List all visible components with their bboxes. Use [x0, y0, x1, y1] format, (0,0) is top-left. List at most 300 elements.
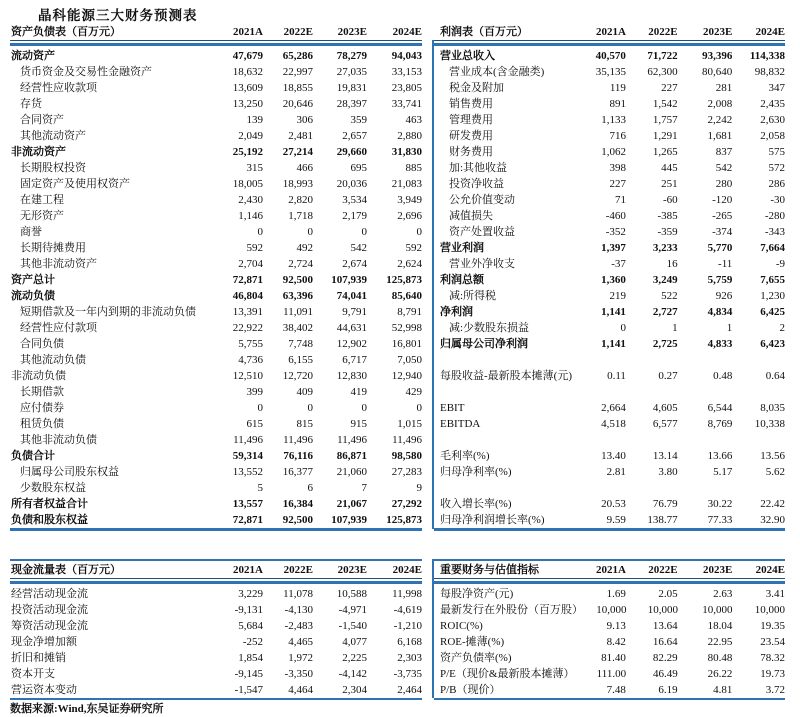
table-row: [10, 208, 422, 224]
cell-value: 2,880: [397, 130, 422, 142]
cell-value: 1,015: [397, 418, 422, 430]
cell-value: 10,000: [702, 603, 733, 616]
cell-value: 0: [257, 226, 263, 238]
cell-value: 4,465: [288, 635, 313, 648]
cell-value: 0: [361, 226, 367, 238]
cell-value: 7,748: [288, 338, 313, 350]
table-row: [10, 618, 422, 634]
cell-value: 16.64: [652, 635, 678, 648]
cell-value: 466: [296, 162, 313, 174]
row-label: 资本开支: [11, 667, 55, 680]
cell-value: [574, 432, 626, 448]
cell-value: 315: [246, 162, 263, 174]
cell-value: 33,153: [391, 66, 422, 78]
cell-value: 72,871: [232, 274, 263, 286]
cell-value: 71: [614, 194, 626, 206]
cell-value: 46.49: [652, 667, 678, 680]
column-header: 2024E: [392, 563, 422, 576]
row-label: 其他流动负债: [20, 354, 86, 366]
row-label: 投资净收益: [449, 178, 504, 190]
table-title: 利润表（百万元）: [440, 26, 528, 38]
cell-value: 18,005: [232, 178, 263, 190]
cell-value: 9.59: [606, 514, 626, 526]
cell-value: 26.22: [707, 667, 733, 680]
cell-value: 2,664: [601, 402, 626, 414]
cell-value: [678, 432, 733, 448]
header-double-rule: [434, 40, 785, 48]
cell-value: 11,496: [392, 434, 422, 446]
cell-value: 2,727: [652, 306, 678, 318]
cell-value: 78,279: [336, 50, 367, 62]
table-row: [10, 112, 422, 128]
cell-value: 1,360: [601, 274, 626, 286]
cell-value: 5.17: [713, 466, 733, 478]
column-header: 2024E: [755, 563, 785, 576]
cell-value: 13.64: [652, 619, 678, 632]
row-label: P/E（现价&最新股本摊薄）: [440, 667, 575, 680]
table-bottom-rule: [434, 698, 785, 701]
cell-value: 94,043: [391, 50, 422, 62]
cell-value: 6.19: [658, 683, 678, 696]
cell-value: 815: [296, 418, 313, 430]
cell-value: 22.95: [707, 635, 733, 648]
cell-value: 22,997: [282, 66, 313, 78]
cell-value: 2,704: [238, 258, 263, 270]
cell-value: 81.40: [601, 651, 626, 664]
cell-value: 11,496: [233, 434, 263, 446]
cell-value: -4,142: [338, 667, 367, 680]
cell-value: [732, 352, 785, 368]
cell-value: 542: [715, 162, 733, 174]
table-header-row: [10, 562, 422, 578]
cell-value: 1,141: [601, 306, 626, 318]
table-row: [434, 288, 785, 304]
table-row: [434, 400, 785, 416]
cell-value: 18.04: [707, 619, 733, 632]
cell-value: 11,496: [283, 434, 313, 446]
table-row: [10, 144, 422, 160]
row-label: 营业成本(含金融类): [449, 66, 545, 78]
cell-value: 80.48: [707, 651, 733, 664]
cell-value: 11,078: [283, 587, 313, 600]
cell-value: 0.64: [765, 370, 785, 382]
cell-value: 16: [666, 258, 678, 270]
table-header-row: [434, 562, 785, 578]
row-label: 投资活动现金流: [11, 603, 88, 616]
table-row: [434, 304, 785, 320]
table-row: [434, 432, 785, 448]
cell-value: 592: [405, 242, 422, 254]
header-double-rule: [10, 578, 422, 586]
column-header: 2022E: [283, 563, 313, 576]
cell-value: 3.72: [765, 683, 785, 696]
table-row: [10, 480, 422, 496]
cell-value: 72,871: [232, 514, 263, 526]
row-label: 资产总计: [11, 274, 55, 286]
cell-value: 2,049: [238, 130, 263, 142]
cell-value: 107,939: [331, 514, 367, 526]
cell-value: -1,540: [338, 619, 367, 632]
cell-value: 12,720: [282, 370, 313, 382]
cell-value: 9: [416, 482, 422, 494]
column-header: 2021A: [595, 26, 626, 38]
cell-value: 11,496: [337, 434, 367, 446]
row-label: 加:其他收益: [449, 162, 508, 174]
cell-value: -1,547: [234, 683, 263, 696]
row-label: 长期待摊费用: [20, 242, 86, 254]
cell-value: [732, 384, 785, 400]
cell-value: 2.05: [658, 587, 678, 600]
cell-value: 4,518: [601, 418, 626, 430]
table-row: [10, 160, 422, 176]
table-row: [10, 320, 422, 336]
cell-value: 837: [715, 146, 733, 158]
cell-value: 575: [768, 146, 785, 158]
cell-value: 98,580: [391, 450, 422, 462]
cell-value: 0: [307, 402, 313, 414]
cell-value: 74,041: [336, 290, 367, 302]
row-label: 应付债券: [20, 402, 64, 414]
table-row: [434, 80, 785, 96]
cell-value: -9,131: [234, 603, 263, 616]
cell-value: 522: [661, 290, 678, 302]
table-row: [10, 192, 422, 208]
table-row: [434, 368, 785, 384]
cell-value: 86,871: [336, 450, 367, 462]
column-header: 2024E: [755, 26, 785, 38]
row-label: 流动资产: [11, 50, 55, 62]
table-row: [10, 224, 422, 240]
row-label: 流动负债: [11, 290, 55, 302]
balance-sheet-table: [10, 24, 422, 531]
row-label: 利润总额: [440, 274, 484, 286]
row-label: 每股收益-最新股本摊薄(元): [440, 370, 572, 382]
cell-value: 11,091: [283, 306, 313, 318]
cell-value: 10,000: [754, 603, 786, 616]
cell-value: 429: [405, 386, 422, 398]
table-row: [10, 650, 422, 666]
cell-value: 80,640: [702, 66, 733, 78]
cell-value: 119: [609, 82, 626, 94]
table-row: [10, 368, 422, 384]
cell-value: -4,130: [284, 603, 313, 616]
cell-value: 12,902: [336, 338, 367, 350]
cell-value: 572: [768, 162, 785, 174]
column-header: 2024E: [392, 26, 422, 38]
cell-value: 2,724: [288, 258, 313, 270]
cell-value: 59,314: [232, 450, 263, 462]
cell-value: 30.22: [707, 498, 733, 510]
cell-value: 8,769: [707, 418, 733, 430]
table-row: [10, 128, 422, 144]
cell-value: 6: [307, 482, 313, 494]
cell-value: 23.54: [760, 635, 785, 648]
cell-value: 281: [715, 82, 733, 94]
cell-value: 13,552: [232, 466, 263, 478]
row-label: 净利润: [440, 306, 473, 318]
cell-value: 20.53: [601, 498, 626, 510]
cell-value: 1,265: [652, 146, 678, 158]
cell-value: 13.66: [707, 450, 733, 462]
cell-value: 111.00: [596, 667, 627, 680]
cell-value: 286: [768, 178, 785, 190]
cell-value: 2,624: [397, 258, 422, 270]
cell-value: 592: [246, 242, 263, 254]
table-row: [434, 224, 785, 240]
table-title: 资产负债表（百万元）: [11, 26, 121, 38]
cell-value: [678, 480, 733, 496]
cell-value: 1,291: [652, 130, 678, 142]
cell-value: [626, 480, 678, 496]
table-bottom-rule: [434, 528, 785, 531]
cell-value: 4,605: [652, 402, 678, 414]
cell-value: 1,718: [288, 210, 313, 222]
row-label: 减:所得税: [449, 290, 497, 302]
cell-value: 3,233: [652, 242, 678, 254]
table-row: [10, 176, 422, 192]
cell-value: 2,725: [652, 338, 678, 350]
cell-value: 2.63: [713, 587, 733, 600]
table-row: [10, 96, 422, 112]
cell-value: -343: [764, 226, 785, 238]
cell-value: 44,631: [336, 322, 367, 334]
cell-value: 463: [405, 114, 422, 126]
cell-value: 13.40: [601, 450, 626, 462]
cell-value: 16,801: [391, 338, 422, 350]
cell-value: -252: [242, 635, 263, 648]
row-label: 营运资本变动: [11, 683, 77, 696]
cell-value: 98,832: [754, 66, 785, 78]
cell-value: 5.62: [765, 466, 785, 478]
column-header: 2021A: [595, 563, 626, 576]
cell-value: 2,008: [707, 98, 733, 110]
cell-value: 885: [405, 162, 422, 174]
cell-value: 125,873: [386, 514, 422, 526]
vertical-divider: [432, 559, 434, 698]
cell-value: -265: [712, 210, 733, 222]
cell-value: 20,036: [336, 178, 367, 190]
cell-value: 21,083: [391, 178, 422, 190]
cell-value: 219: [609, 290, 626, 302]
table-row: [434, 64, 785, 80]
cell-value: 5,770: [707, 242, 733, 254]
row-label: 税金及附加: [449, 82, 504, 94]
column-header: 2022E: [283, 26, 313, 38]
cell-value: 347: [768, 82, 785, 94]
cell-value: 5: [257, 482, 263, 494]
cell-value: 0.48: [713, 370, 733, 382]
cell-value: 0: [620, 322, 626, 334]
row-label: 最新发行在外股份（百万股）: [440, 603, 583, 616]
table-row: [10, 352, 422, 368]
cell-value: 40,570: [595, 50, 626, 62]
cell-value: 1,230: [760, 290, 785, 302]
header-double-rule: [10, 40, 422, 48]
table-row: [10, 240, 422, 256]
row-label: 归属母公司净利润: [440, 338, 528, 350]
vertical-divider: [432, 40, 434, 529]
column-header: 2023E: [702, 26, 733, 38]
table-header-row: [434, 24, 785, 40]
cell-value: 138.77: [647, 514, 678, 526]
row-label: 负债合计: [11, 450, 55, 462]
cell-value: 8,035: [760, 402, 785, 414]
cell-value: 107,939: [331, 274, 367, 286]
cell-value: 7: [361, 482, 367, 494]
table-row: [434, 416, 785, 432]
row-label: 合同负债: [20, 338, 64, 350]
cell-value: 13,557: [232, 498, 263, 510]
table-row: [434, 112, 785, 128]
cell-value: [732, 480, 785, 496]
row-label: 少数股东权益: [20, 482, 86, 494]
row-label: 经营活动现金流: [11, 587, 88, 600]
row-label: 营业外净收支: [449, 258, 515, 270]
row-label: 现金净增加额: [11, 635, 77, 648]
cell-value: 11,998: [392, 587, 422, 600]
row-label: 折旧和摊销: [11, 651, 66, 664]
cell-value: 12,940: [391, 370, 422, 382]
cell-value: -1,210: [393, 619, 422, 632]
cell-value: 10,000: [596, 603, 627, 616]
table-body: [434, 48, 785, 528]
row-label: 负债和股东权益: [11, 514, 88, 526]
table-row: [434, 320, 785, 336]
table-row: [434, 352, 785, 368]
cell-value: 1: [726, 322, 733, 334]
cell-value: [626, 384, 678, 400]
table-row: [10, 272, 422, 288]
table-row: [434, 176, 785, 192]
table-row: [434, 480, 785, 496]
cell-value: 27,035: [336, 66, 367, 78]
table-row: [10, 80, 422, 96]
cell-value: 63,396: [282, 290, 313, 302]
cell-value: 47,679: [232, 50, 263, 62]
cell-value: 409: [296, 386, 313, 398]
cell-value: 7,655: [760, 274, 785, 286]
cell-value: 21,067: [336, 498, 367, 510]
row-label: 减:少数股东损益: [449, 322, 530, 334]
row-label: 收入增长率(%): [440, 498, 512, 510]
cell-value: 2,696: [397, 210, 422, 222]
table-row: [434, 448, 785, 464]
cell-value: 6,577: [652, 418, 678, 430]
cell-value: 27,283: [391, 466, 422, 478]
cell-value: 2,820: [288, 194, 313, 206]
cell-value: 31,830: [391, 146, 422, 158]
cell-value: -4,619: [393, 603, 422, 616]
cell-value: 3,534: [342, 194, 367, 206]
cell-value: 2: [779, 322, 785, 334]
data-source-note: 数据来源:Wind,东吴证券研究所: [10, 703, 164, 715]
cell-value: -60: [662, 194, 678, 206]
cell-value: 114,338: [749, 50, 785, 62]
cell-value: 398: [609, 162, 626, 174]
cell-value: -120: [712, 194, 733, 206]
cell-value: 615: [246, 418, 263, 430]
column-header: 2023E: [337, 26, 367, 38]
cell-value: 8,791: [397, 306, 422, 318]
cell-value: 1,972: [288, 651, 313, 664]
row-label: EBIT: [440, 402, 465, 414]
row-label: 非流动资产: [11, 146, 66, 158]
cell-value: 7.48: [606, 683, 626, 696]
row-label: 归母净利润增长率(%): [440, 514, 545, 526]
cell-value: 306: [296, 114, 313, 126]
cell-value: 227: [609, 178, 626, 190]
table-row: [434, 496, 785, 512]
cell-value: 2,657: [342, 130, 367, 142]
cell-value: 85,640: [391, 290, 422, 302]
cell-value: 1,141: [601, 338, 626, 350]
table-row: [434, 618, 785, 634]
cell-value: 4,736: [238, 354, 263, 366]
cell-value: -9: [775, 258, 785, 270]
row-label: 合同资产: [20, 114, 64, 126]
row-label: 营业总收入: [440, 50, 495, 62]
cell-value: 23,805: [391, 82, 422, 94]
cell-value: 20,646: [282, 98, 313, 110]
cell-value: -3,735: [393, 667, 422, 680]
cell-value: 38,402: [282, 322, 313, 334]
page-title: 晶科能源三大财务预测表: [38, 8, 198, 23]
cell-value: 280: [715, 178, 733, 190]
cell-value: 1.69: [606, 587, 626, 600]
cell-value: 542: [350, 242, 367, 254]
cell-value: 1,397: [601, 242, 626, 254]
cell-value: 27,214: [282, 146, 313, 158]
table-row: [434, 160, 785, 176]
cell-value: -374: [712, 226, 733, 238]
cell-value: 2,674: [342, 258, 367, 270]
row-label: 销售费用: [449, 98, 493, 110]
row-label: [434, 384, 574, 400]
cell-value: -359: [657, 226, 678, 238]
cell-value: 18,855: [282, 82, 313, 94]
cell-value: 93,396: [702, 50, 733, 62]
table-row: [434, 208, 785, 224]
cell-value: 6,717: [342, 354, 367, 366]
cell-value: 25,192: [232, 146, 263, 158]
cell-value: 46,804: [232, 290, 263, 302]
cell-value: 3,249: [652, 274, 678, 286]
cell-value: 16,377: [282, 466, 313, 478]
cell-value: 1,146: [238, 210, 263, 222]
cell-value: 32.90: [760, 514, 785, 526]
cell-value: 82.29: [652, 651, 678, 664]
cell-value: 4.81: [713, 683, 733, 696]
cell-value: [574, 352, 626, 368]
cell-value: 35,135: [595, 66, 626, 78]
row-label: ROE-摊薄(%): [440, 635, 505, 648]
cell-value: 77.33: [707, 514, 733, 526]
cell-value: 2,303: [397, 651, 422, 664]
table-row: [434, 586, 785, 602]
cell-value: 6,544: [707, 402, 733, 414]
table-row: [10, 634, 422, 650]
cell-value: 2,630: [760, 114, 785, 126]
row-label: 筹资活动现金流: [11, 619, 88, 632]
cell-value: 125,873: [386, 274, 422, 286]
cell-value: -2,483: [284, 619, 313, 632]
row-label: 归属母公司股东权益: [20, 466, 119, 478]
row-label: 无形资产: [20, 210, 64, 222]
cell-value: 33,741: [391, 98, 422, 110]
cell-value: 6,425: [760, 306, 785, 318]
cell-value: 0: [361, 402, 367, 414]
column-header: 2021A: [233, 563, 263, 576]
